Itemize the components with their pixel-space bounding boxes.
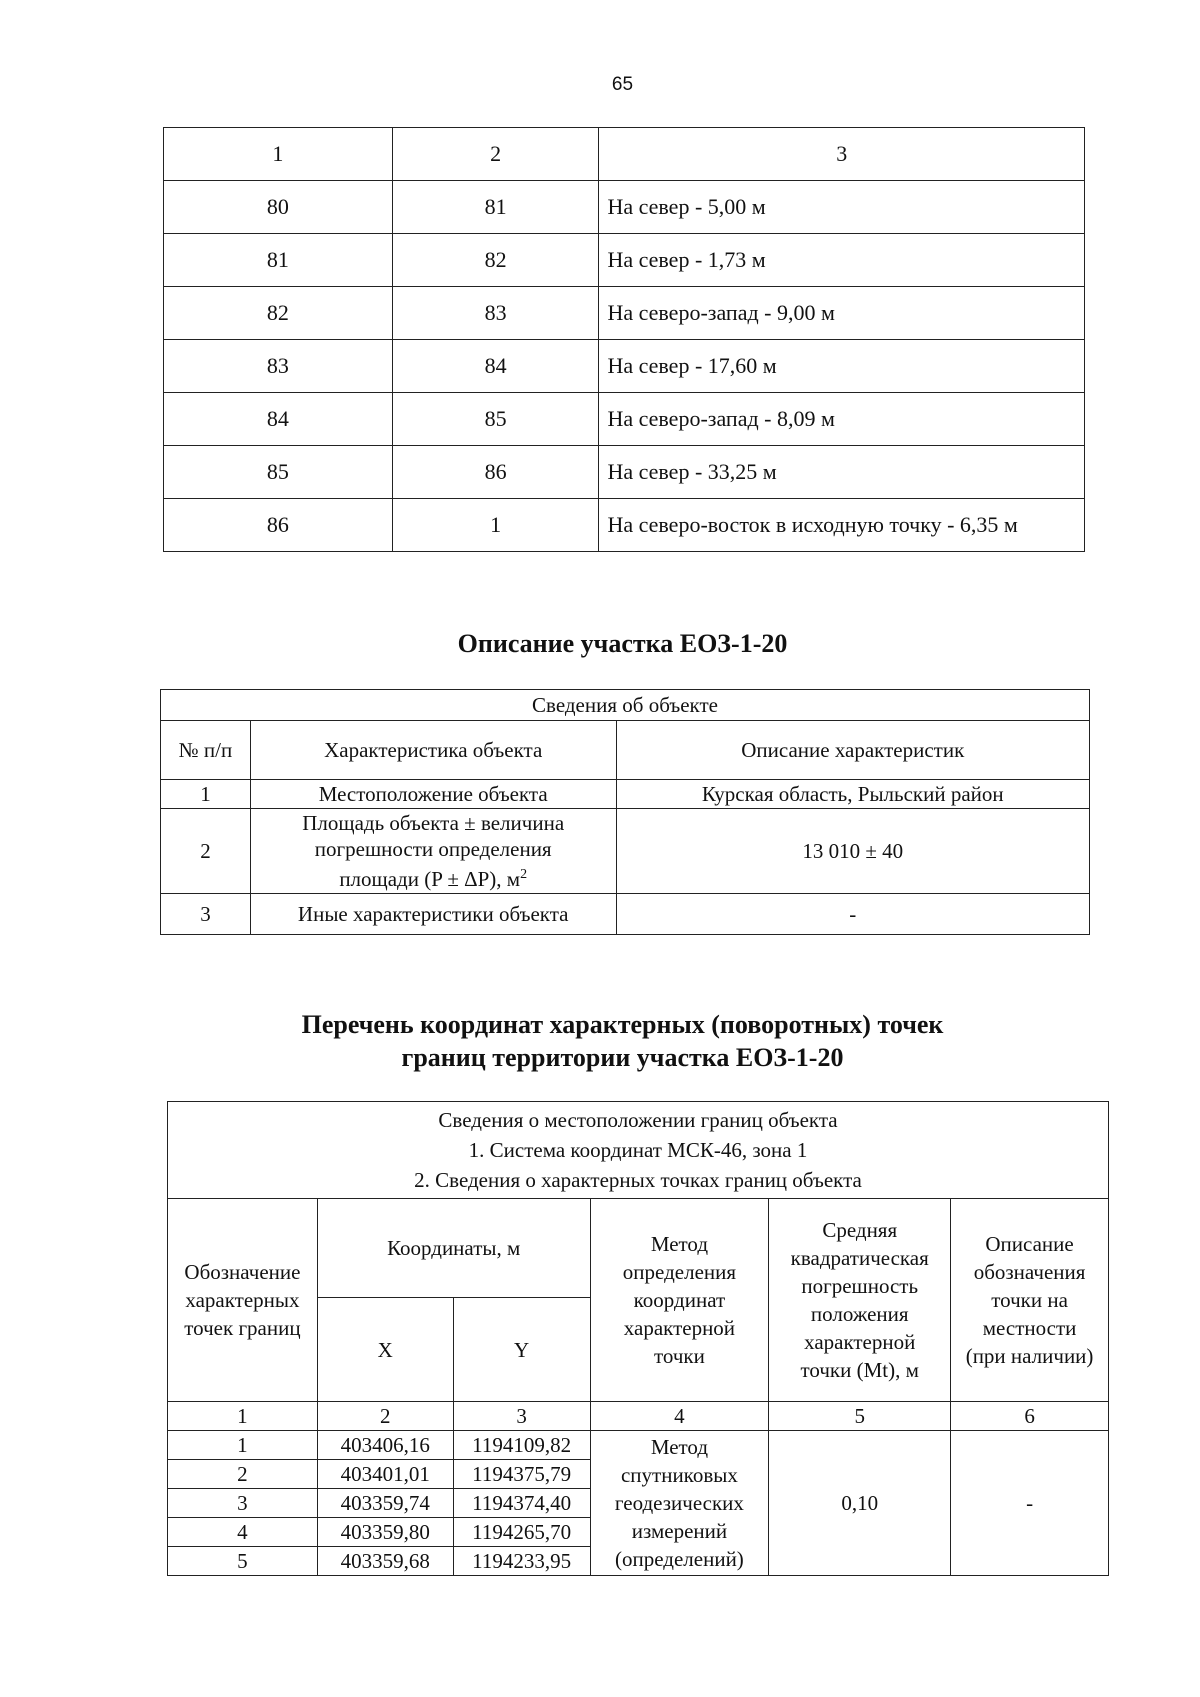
method-value: [590, 1431, 769, 1576]
segments-table: [163, 127, 1085, 552]
section-title: [0, 1008, 1200, 1074]
table-row: [164, 181, 1085, 234]
characteristic-value: 13 010 ± 40: [616, 809, 1089, 894]
column-number: 1: [164, 128, 393, 181]
coord-x: 403359,74: [317, 1489, 453, 1518]
coord-y: 1194233,95: [453, 1547, 590, 1576]
segment-description: На северо-запад - 8,09 м: [599, 393, 1085, 446]
column-number: 4: [590, 1402, 769, 1431]
column-header: Описание характеристик: [616, 721, 1089, 780]
coord-x: 403401,01: [317, 1460, 453, 1489]
table-caption-row: [161, 690, 1090, 721]
caption-line: Сведения о местоположении границ объекта: [438, 1108, 838, 1132]
header-line: погрешность: [801, 1274, 919, 1298]
coord-y: 1194375,79: [453, 1460, 590, 1489]
table-header-row: [168, 1199, 1109, 1298]
header-line: характерных: [185, 1288, 300, 1312]
column-header: № п/п: [161, 721, 251, 780]
header-line: координат: [633, 1288, 726, 1312]
row-number: 1: [161, 780, 251, 809]
characteristic-text: площади (P ± ΔP), м: [339, 867, 521, 891]
header-y: Y: [453, 1298, 590, 1402]
header-line: характерной: [804, 1330, 916, 1354]
to-point: 1: [392, 499, 599, 552]
column-number-row: [168, 1402, 1109, 1431]
from-point: 82: [164, 287, 393, 340]
method-line: спутниковых: [620, 1463, 738, 1487]
table-caption: Сведения об объекте: [161, 690, 1090, 721]
section-title: Описание участка ЕОЗ-1-20: [457, 629, 788, 658]
row-number: 3: [161, 894, 251, 935]
from-point: 81: [164, 234, 393, 287]
point-number: 1: [168, 1431, 318, 1460]
column-number: 6: [951, 1402, 1109, 1431]
header-line: точки (Mt), м: [800, 1358, 919, 1382]
coordinates-table: [167, 1101, 1109, 1576]
from-point: 85: [164, 446, 393, 499]
table-row: [164, 340, 1085, 393]
header-line: местности: [982, 1316, 1077, 1340]
coord-x: 403359,80: [317, 1518, 453, 1547]
table-row: [164, 234, 1085, 287]
method-line: (определений): [615, 1547, 744, 1571]
to-point: 85: [392, 393, 599, 446]
to-point: 84: [392, 340, 599, 393]
section-title-line: границ территории участка ЕОЗ-1-20: [401, 1043, 844, 1072]
table-header-row: [164, 128, 1085, 181]
coord-y: 1194374,40: [453, 1489, 590, 1518]
characteristic: Местоположение объекта: [250, 780, 616, 809]
point-number: 5: [168, 1547, 318, 1576]
table-row: [164, 446, 1085, 499]
header-point-description: [951, 1199, 1109, 1402]
point-number: 3: [168, 1489, 318, 1518]
header-line: положения: [810, 1302, 909, 1326]
characteristic: [250, 809, 616, 894]
column-number: 3: [599, 128, 1085, 181]
segment-description: На север - 33,25 м: [599, 446, 1085, 499]
header-line: обозначения: [973, 1260, 1086, 1284]
from-point: 80: [164, 181, 393, 234]
from-point: 86: [164, 499, 393, 552]
method-line: геодезических: [614, 1491, 744, 1515]
section-title-line: Перечень координат характерных (поворотных) точек: [301, 1010, 944, 1039]
method-line: измерений: [631, 1519, 728, 1543]
from-point: 83: [164, 340, 393, 393]
table-row: [168, 1431, 1109, 1460]
table-row: [164, 393, 1085, 446]
column-header: Характеристика объекта: [250, 721, 616, 780]
header-line: точек границ: [184, 1316, 301, 1340]
characteristic-line: погрешности определения: [314, 837, 552, 861]
to-point: 86: [392, 446, 599, 499]
to-point: 81: [392, 181, 599, 234]
header-line: Обозначение: [184, 1260, 301, 1284]
table-row: [161, 780, 1090, 809]
from-point: 84: [164, 393, 393, 446]
header-line: Описание: [985, 1232, 1074, 1256]
header-line: Метод: [650, 1232, 709, 1256]
column-number: 2: [317, 1402, 453, 1431]
to-point: 83: [392, 287, 599, 340]
header-coordinates: Координаты, м: [317, 1199, 590, 1298]
caption-line: 2. Сведения о характерных точках границ объекта: [414, 1168, 862, 1192]
header-x: X: [317, 1298, 453, 1402]
table-caption: [168, 1102, 1109, 1199]
header-line: характерной: [623, 1316, 736, 1340]
caption-line: 1. Система координат МСК-46, зона 1: [468, 1138, 808, 1162]
table-row: [164, 499, 1085, 552]
header-point-designation: [168, 1199, 318, 1402]
segment-description: На северо-восток в исходную точку - 6,35 м: [599, 499, 1085, 552]
header-line: определения: [622, 1260, 737, 1284]
column-number: 2: [392, 128, 599, 181]
coord-x: 403359,68: [317, 1547, 453, 1576]
column-number: 3: [453, 1402, 590, 1431]
to-point: 82: [392, 234, 599, 287]
segment-description: На север - 1,73 м: [599, 234, 1085, 287]
coord-y: 1194109,82: [453, 1431, 590, 1460]
characteristic-value: Курская область, Рыльский район: [616, 780, 1089, 809]
method-line: Метод: [650, 1435, 709, 1459]
header-line: точки: [653, 1344, 705, 1368]
characteristic: Иные характеристики объекта: [250, 894, 616, 935]
column-number: 1: [168, 1402, 318, 1431]
point-number: 2: [168, 1460, 318, 1489]
segment-description: На север - 5,00 м: [599, 181, 1085, 234]
unit-superscript: 2: [520, 867, 528, 882]
characteristic-value: -: [616, 894, 1089, 935]
coord-x: 403406,16: [317, 1431, 453, 1460]
header-line: (при наличии): [965, 1344, 1094, 1368]
header-line: квадратическая: [790, 1246, 929, 1270]
column-number: 5: [769, 1402, 951, 1431]
table-row: [161, 809, 1090, 894]
point-description-value: -: [951, 1431, 1109, 1576]
table-row: [161, 894, 1090, 935]
characteristic-line: Площадь объекта ± величина: [302, 811, 565, 835]
table-caption-row: [168, 1102, 1109, 1199]
page-number: 65: [611, 74, 634, 95]
header-mean-error: [769, 1199, 951, 1402]
point-number: 4: [168, 1518, 318, 1547]
row-number: 2: [161, 809, 251, 894]
mean-error-value: 0,10: [769, 1431, 951, 1576]
header-method: [590, 1199, 769, 1402]
header-line: точки на: [991, 1288, 1068, 1312]
header-line: Средняя: [822, 1218, 898, 1242]
table-row: [164, 287, 1085, 340]
table-header-row: [161, 721, 1090, 780]
coord-y: 1194265,70: [453, 1518, 590, 1547]
segment-description: На север - 17,60 м: [599, 340, 1085, 393]
object-info-table: [160, 689, 1090, 935]
characteristic-line: [251, 862, 616, 892]
segment-description: На северо-запад - 9,00 м: [599, 287, 1085, 340]
